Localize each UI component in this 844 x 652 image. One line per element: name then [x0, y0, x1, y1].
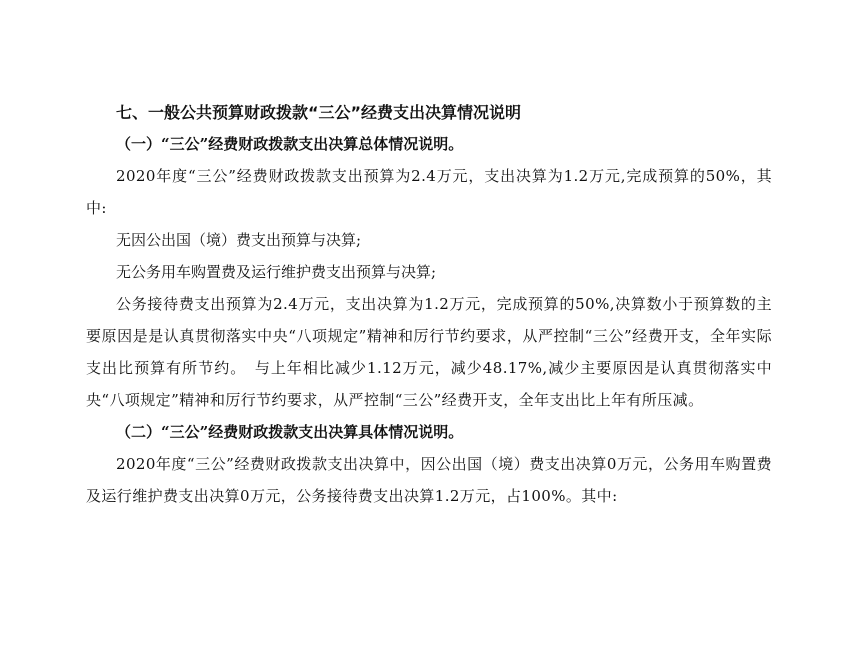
overseas-travel-item: 无因公出国（境）费支出预算与决算; [116, 231, 362, 249]
document-body [86, 98, 772, 512]
subsection-2-title: （二）“三公”经费财政拨款支出决算具体情况说明。 [116, 423, 464, 441]
reception-expense-paragraph: 公务接待费支出预算为2.4万元，支出决算为1.2万元，完成预算的50%,决算数小于预算数的主要原因是是认真贯彻落实中央“八项规定”精神和厉行节约要求，从严控制“三公”经费开支，全年实际支出比预算有所节约。 与上年相比减少1.12万元，减少48.17%,减少主要原因是认真贯彻落实中央“八项规定”精神和厉行节约要求，从严控制“三公”经费开支，全年支出比上年有所压减。 [86, 295, 772, 409]
subsection-1-intro: 2020年度“三公”经费财政拨款支出预算为2.4万元，支出决算为1.2万元,完成预算的50%，其中: [86, 167, 772, 217]
subsection-2-intro: 2020年度“三公”经费财政拨款支出决算中，因公出国（境）费支出决算0万元，公务用车购置费及运行维护费支出决算0万元，公务接待费支出决算1.2万元，占100%。其中: [86, 455, 772, 505]
vehicle-expense-item: 无公务用车购置费及运行维护费支出预算与决算; [116, 263, 437, 281]
section-heading: 七、一般公共预算财政拨款“三公”经费支出决算情况说明 [116, 103, 522, 122]
subsection-1-title: （一）“三公”经费财政拨款支出决算总体情况说明。 [116, 135, 464, 153]
